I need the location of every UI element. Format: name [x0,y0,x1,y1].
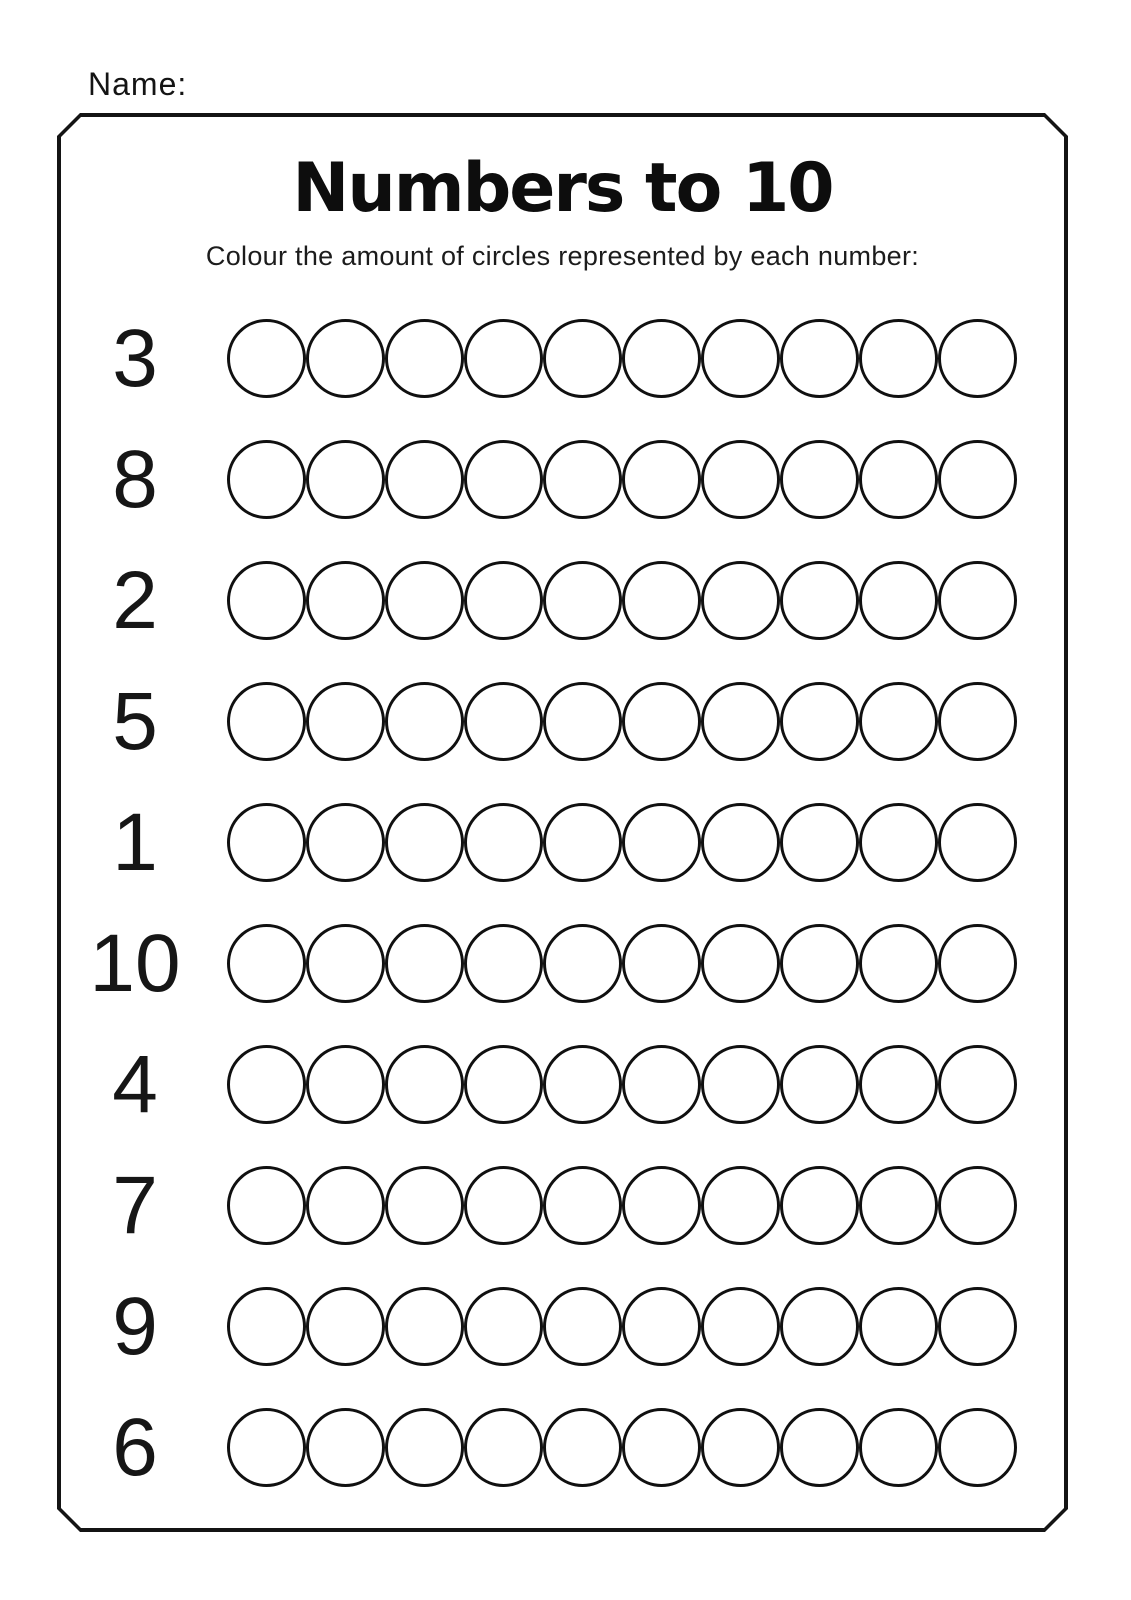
worksheet-row [57,1024,1068,1145]
colorable-circle[interactable] [464,924,543,1003]
colorable-circle[interactable] [622,1166,701,1245]
circles-row [227,561,1017,640]
colorable-circle[interactable] [306,1287,385,1366]
colorable-circle[interactable] [385,561,464,640]
colorable-circle[interactable] [464,1287,543,1366]
worksheet-row [57,1145,1068,1266]
colorable-circle[interactable] [938,561,1017,640]
colorable-circle[interactable] [938,682,1017,761]
colorable-circle[interactable] [227,803,306,882]
colorable-circle[interactable] [227,1287,306,1366]
colorable-circle[interactable] [701,1408,780,1487]
colorable-circle[interactable] [543,682,622,761]
colorable-circle[interactable] [780,924,859,1003]
row-number: 10 [89,917,181,1009]
colorable-circle[interactable] [464,803,543,882]
circles-row [227,440,1017,519]
worksheet-row [57,661,1068,782]
colorable-circle[interactable] [938,924,1017,1003]
colorable-circle[interactable] [780,1408,859,1487]
circles-row [227,319,1017,398]
colorable-circle[interactable] [622,924,701,1003]
colorable-circle[interactable] [859,1408,938,1487]
colorable-circle[interactable] [385,1287,464,1366]
circles-row [227,1045,1017,1124]
colorable-circle[interactable] [780,1045,859,1124]
colorable-circle[interactable] [385,803,464,882]
colorable-circle[interactable] [859,440,938,519]
colorable-circle[interactable] [306,1045,385,1124]
colorable-circle[interactable] [464,561,543,640]
colorable-circle[interactable] [227,1166,306,1245]
colorable-circle[interactable] [543,1408,622,1487]
colorable-circle[interactable] [701,561,780,640]
colorable-circle[interactable] [938,1287,1017,1366]
colorable-circle[interactable] [622,1408,701,1487]
colorable-circle[interactable] [938,319,1017,398]
colorable-circle[interactable] [464,319,543,398]
colorable-circle[interactable] [306,319,385,398]
row-number: 4 [112,1038,158,1130]
colorable-circle[interactable] [306,561,385,640]
colorable-circle[interactable] [859,1166,938,1245]
colorable-circle[interactable] [306,440,385,519]
colorable-circle[interactable] [306,924,385,1003]
name-label: Name: [88,66,188,102]
colorable-circle[interactable] [938,803,1017,882]
colorable-circle[interactable] [464,1045,543,1124]
colorable-circle[interactable] [859,319,938,398]
colorable-circle[interactable] [859,803,938,882]
circles-row [227,682,1017,761]
colorable-circle[interactable] [859,924,938,1003]
colorable-circle[interactable] [385,1166,464,1245]
row-number: 9 [112,1280,158,1372]
colorable-circle[interactable] [859,682,938,761]
worksheet-row [57,540,1068,661]
worksheet-row [57,1387,1068,1508]
colorable-circle[interactable] [464,440,543,519]
colorable-circle[interactable] [938,1045,1017,1124]
worksheet-row [57,1266,1068,1387]
colorable-circle[interactable] [306,682,385,761]
worksheet-row [57,903,1068,1024]
row-number: 8 [112,433,158,525]
worksheet-frame [57,113,1068,1532]
colorable-circle[interactable] [780,682,859,761]
colorable-circle[interactable] [227,1045,306,1124]
colorable-circle[interactable] [780,440,859,519]
colorable-circle[interactable] [701,1045,780,1124]
colorable-circle[interactable] [385,319,464,398]
colorable-circle[interactable] [385,1045,464,1124]
colorable-circle[interactable] [385,1408,464,1487]
colorable-circle[interactable] [306,1166,385,1245]
colorable-circle[interactable] [227,1408,306,1487]
colorable-circle[interactable] [859,561,938,640]
worksheet-title: Numbers to 10 [292,149,833,228]
rows-container [57,298,1068,1508]
colorable-circle[interactable] [622,803,701,882]
worksheet-instructions: Colour the amount of circles represented by each number: [205,241,920,271]
colorable-circle[interactable] [543,440,622,519]
colorable-circle[interactable] [780,803,859,882]
colorable-circle[interactable] [701,1287,780,1366]
colorable-circle[interactable] [938,1408,1017,1487]
colorable-circle[interactable] [622,440,701,519]
colorable-circle[interactable] [701,803,780,882]
row-number: 5 [112,675,158,767]
worksheet-content [57,113,1068,1532]
colorable-circle[interactable] [543,1166,622,1245]
circles-row [227,1408,1017,1487]
colorable-circle[interactable] [306,1408,385,1487]
row-number: 1 [112,796,158,888]
colorable-circle[interactable] [464,682,543,761]
colorable-circle[interactable] [938,440,1017,519]
colorable-circle[interactable] [385,924,464,1003]
colorable-circle[interactable] [701,682,780,761]
colorable-circle[interactable] [859,1045,938,1124]
colorable-circle[interactable] [543,1287,622,1366]
colorable-circle[interactable] [543,803,622,882]
colorable-circle[interactable] [622,1045,701,1124]
colorable-circle[interactable] [701,440,780,519]
colorable-circle[interactable] [701,1166,780,1245]
row-number: 7 [112,1159,158,1251]
colorable-circle[interactable] [622,319,701,398]
colorable-circle[interactable] [701,924,780,1003]
colorable-circle[interactable] [938,1166,1017,1245]
colorable-circle[interactable] [385,440,464,519]
colorable-circle[interactable] [227,319,306,398]
colorable-circle[interactable] [701,319,780,398]
colorable-circle[interactable] [464,1408,543,1487]
colorable-circle[interactable] [780,1166,859,1245]
worksheet-row [57,419,1068,540]
colorable-circle[interactable] [306,803,385,882]
colorable-circle[interactable] [227,561,306,640]
colorable-circle[interactable] [464,1166,543,1245]
colorable-circle[interactable] [622,1287,701,1366]
row-number: 6 [112,1401,158,1493]
colorable-circle[interactable] [227,682,306,761]
circles-row [227,803,1017,882]
circles-row [227,924,1017,1003]
colorable-circle[interactable] [780,561,859,640]
colorable-circle[interactable] [622,561,701,640]
colorable-circle[interactable] [227,440,306,519]
worksheet-row [57,298,1068,419]
worksheet-row [57,782,1068,903]
colorable-circle[interactable] [543,561,622,640]
circles-row [227,1166,1017,1245]
circles-row [227,1287,1017,1366]
row-number: 3 [112,312,158,404]
colorable-circle[interactable] [780,319,859,398]
colorable-circle[interactable] [543,1045,622,1124]
colorable-circle[interactable] [227,924,306,1003]
colorable-circle[interactable] [543,319,622,398]
colorable-circle[interactable] [622,682,701,761]
colorable-circle[interactable] [780,1287,859,1366]
colorable-circle[interactable] [543,924,622,1003]
row-number: 2 [112,554,158,646]
colorable-circle[interactable] [385,682,464,761]
colorable-circle[interactable] [859,1287,938,1366]
